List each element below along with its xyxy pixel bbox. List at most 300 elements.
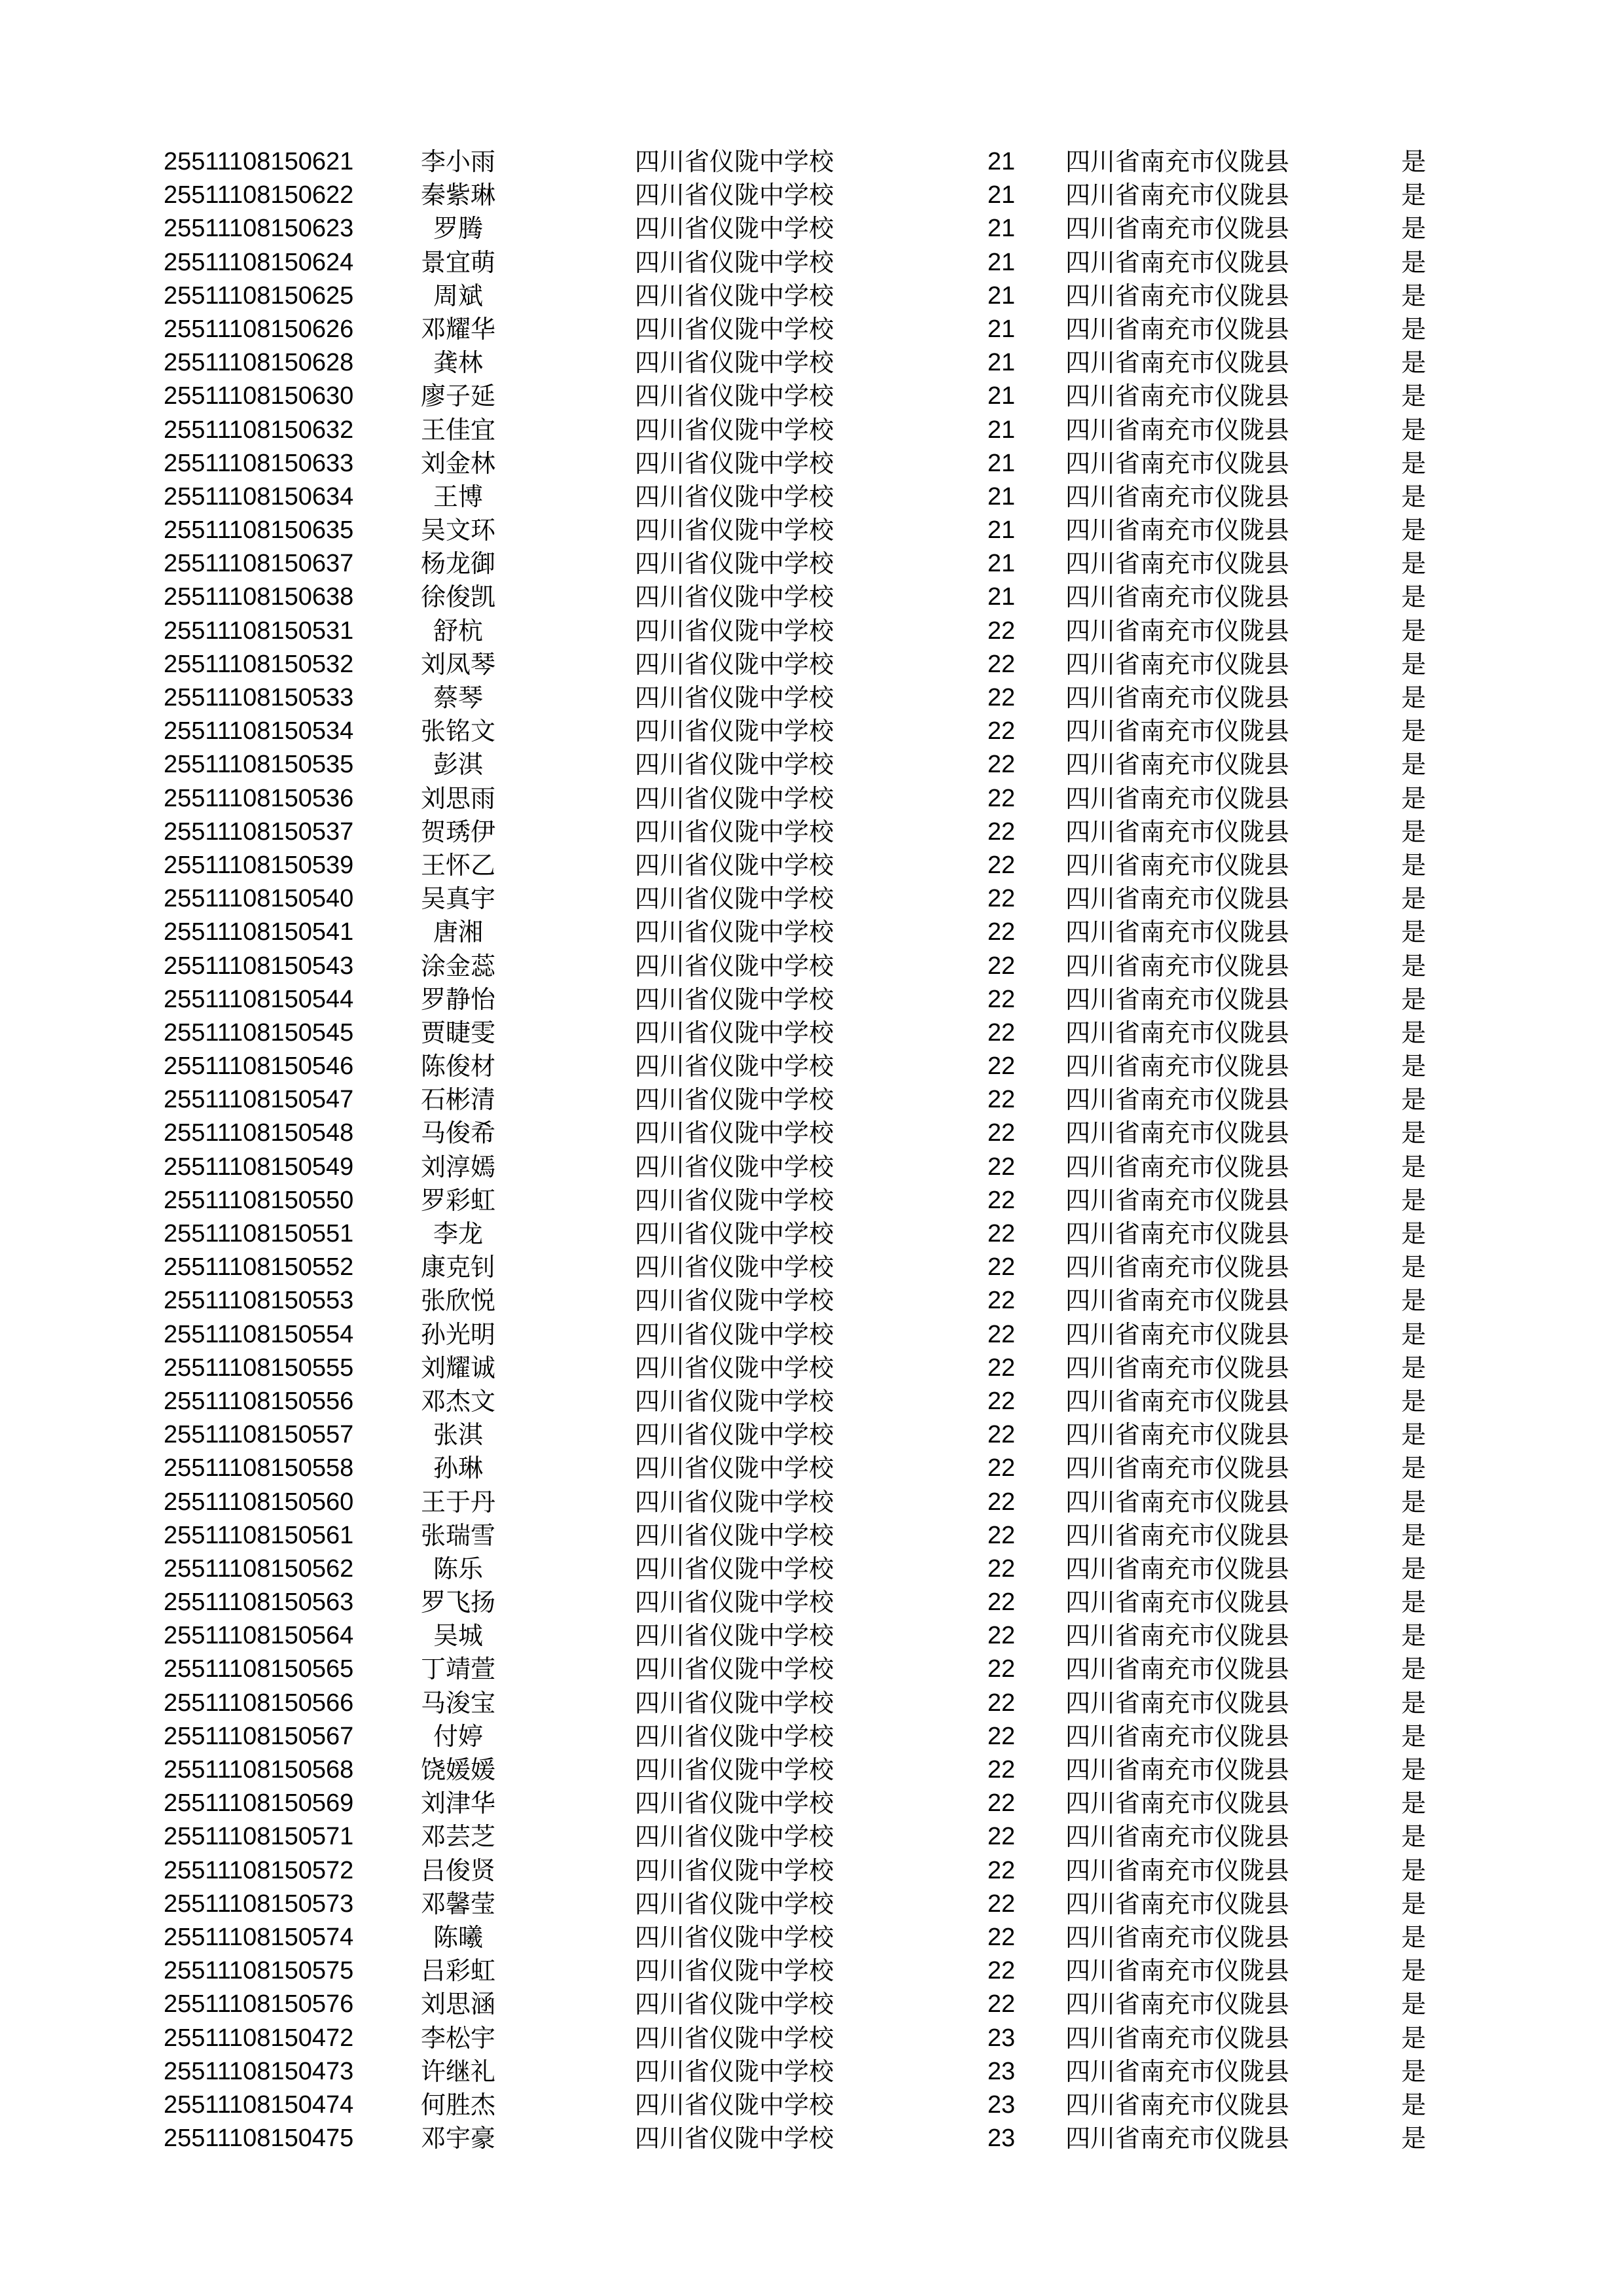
class-number-cell: 22 [987,650,1016,678]
student-id-cell: 25511108150551 [164,1220,354,1247]
student-name-cell: 张欣悦 [420,1286,495,1316]
student-id-cell: 25511108150537 [164,817,354,846]
school-cell: 四川省仪陇中学校 [635,549,834,579]
region-cell: 四川省南充市仪陇县 [1065,147,1290,176]
school-cell: 四川省仪陇中学校 [635,1085,834,1115]
school-cell: 四川省仪陇中学校 [635,516,834,545]
student-id-cell: 25511108150555 [164,1354,354,1382]
school-cell: 四川省仪陇中学校 [635,884,834,914]
student-id-cell: 25511108150540 [164,885,354,913]
status-flag-cell: 是 [1400,783,1426,813]
student-id-cell: 25511108150532 [164,650,354,678]
region-cell: 四川省南充市仪陇县 [1065,918,1290,947]
table-row [0,1687,1623,1720]
student-id-cell: 25511108150626 [164,315,354,343]
status-flag-cell: 是 [1400,1253,1426,1282]
status-flag-cell: 是 [1400,649,1426,679]
school-cell: 四川省仪陇中学校 [635,1219,834,1248]
student-name-cell: 李龙 [433,1219,483,1248]
school-cell: 四川省仪陇中学校 [635,2023,834,2053]
school-cell: 四川省仪陇中学校 [635,214,834,243]
status-flag-cell: 是 [1400,1353,1426,1382]
student-name-cell: 邓芸芝 [420,1822,495,1852]
student-name-cell: 舒杭 [433,616,483,645]
region-cell: 四川省南充市仪陇县 [1065,1052,1290,1081]
status-flag-cell: 是 [1400,1655,1426,1684]
school-cell: 四川省仪陇中学校 [635,1789,834,1818]
student-id-cell: 25511108150565 [164,1655,354,1683]
region-cell: 四川省南充市仪陇县 [1065,1889,1290,1918]
class-number-cell: 22 [987,918,1016,946]
status-flag-cell: 是 [1400,850,1426,880]
school-cell: 四川省仪陇中学校 [635,181,834,210]
student-name-cell: 何胜杰 [420,2090,495,2119]
student-name-cell: 马浚宝 [420,1688,495,1717]
table-row [0,279,1623,313]
school-cell: 四川省仪陇中学校 [635,1822,834,1852]
student-id-cell: 25511108150633 [164,449,354,477]
table-row [0,346,1623,380]
student-id-cell: 25511108150574 [164,1923,354,1951]
student-id-cell: 25511108150573 [164,1890,354,1918]
school-cell: 四川省仪陇中学校 [635,1353,834,1382]
student-id-cell: 25511108150568 [164,1756,354,1784]
student-id-cell: 25511108150473 [164,2057,354,2085]
school-cell: 四川省仪陇中学校 [635,314,834,344]
student-id-cell: 25511108150625 [164,281,354,310]
student-name-cell: 徐俊凯 [420,583,495,612]
status-flag-cell: 是 [1400,717,1426,746]
class-number-cell: 22 [987,1890,1016,1918]
status-flag-cell: 是 [1400,1889,1426,1918]
student-name-cell: 王佳宜 [420,415,495,444]
school-cell: 四川省仪陇中学校 [635,1755,834,1784]
status-flag-cell: 是 [1400,314,1426,344]
student-id-cell: 25511108150553 [164,1287,354,1315]
region-cell: 四川省南充市仪陇县 [1065,817,1290,846]
student-name-cell: 丁靖萱 [420,1655,495,1684]
student-name-cell: 陈俊材 [420,1052,495,1081]
student-name-cell: 刘耀诚 [420,1353,495,1382]
region-cell: 四川省南充市仪陇县 [1065,1520,1290,1550]
table-row [0,581,1623,614]
region-cell: 四川省南充市仪陇县 [1065,1119,1290,1148]
region-cell: 四川省南充市仪陇县 [1065,1319,1290,1349]
class-number-cell: 21 [987,482,1016,511]
class-number-cell: 22 [987,1990,1016,2018]
table-row [0,1184,1623,1217]
status-flag-cell: 是 [1400,1956,1426,1986]
status-flag-cell: 是 [1400,984,1426,1014]
region-cell: 四川省南充市仪陇县 [1065,1386,1290,1416]
school-cell: 四川省仪陇中学校 [635,1454,834,1483]
status-flag-cell: 是 [1400,2023,1426,2053]
student-name-cell: 刘金林 [420,448,495,478]
student-id-cell: 25511108150564 [164,1622,354,1650]
student-name-cell: 罗彩虹 [420,1185,495,1215]
table-row [0,313,1623,346]
status-flag-cell: 是 [1400,1454,1426,1483]
school-cell: 四川省仪陇中学校 [635,1889,834,1918]
table-row [0,480,1623,514]
region-cell: 四川省南充市仪陇县 [1065,1621,1290,1651]
status-flag-cell: 是 [1400,616,1426,645]
school-cell: 四川省仪陇中学校 [635,649,834,679]
status-flag-cell: 是 [1400,1152,1426,1181]
status-flag-cell: 是 [1400,482,1426,511]
student-id-cell: 25511108150558 [164,1454,354,1482]
student-name-cell: 刘淳嫣 [420,1152,495,1181]
student-id-cell: 25511108150548 [164,1119,354,1147]
class-number-cell: 22 [987,1119,1016,1147]
student-name-cell: 付婷 [433,1721,483,1751]
student-name-cell: 贺琇伊 [420,817,495,846]
student-id-cell: 25511108150543 [164,952,354,980]
table-row [0,1151,1623,1184]
table-row [0,816,1623,849]
status-flag-cell: 是 [1400,683,1426,712]
student-name-cell: 杨龙御 [420,549,495,579]
status-flag-cell: 是 [1400,281,1426,310]
student-name-cell: 王怀乙 [420,850,495,880]
region-cell: 四川省南充市仪陇县 [1065,1152,1290,1181]
status-flag-cell: 是 [1400,1990,1426,2019]
student-id-cell: 25511108150552 [164,1253,354,1282]
status-flag-cell: 是 [1400,1286,1426,1316]
student-id-cell: 25511108150549 [164,1153,354,1181]
school-cell: 四川省仪陇中学校 [635,1721,834,1751]
school-cell: 四川省仪陇中学校 [635,281,834,310]
region-cell: 四川省南充市仪陇县 [1065,516,1290,545]
region-cell: 四川省南充市仪陇县 [1065,1822,1290,1852]
student-name-cell: 王于丹 [420,1487,495,1516]
student-name-cell: 邓耀华 [420,314,495,344]
student-id-cell: 25511108150474 [164,2090,354,2119]
table-row [0,1552,1623,1586]
table-row [0,1586,1623,1619]
school-cell: 四川省仪陇中学校 [635,1554,834,1583]
table-row [0,2122,1623,2155]
region-cell: 四川省南充市仪陇县 [1065,482,1290,511]
student-id-cell: 25511108150539 [164,851,354,879]
table-row [0,179,1623,212]
status-flag-cell: 是 [1400,1721,1426,1751]
school-cell: 四川省仪陇中学校 [635,817,834,846]
status-flag-cell: 是 [1400,1621,1426,1651]
student-name-cell: 刘思涵 [420,1990,495,2019]
student-id-cell: 25511108150638 [164,583,354,611]
class-number-cell: 22 [987,1220,1016,1247]
region-cell: 四川省南充市仪陇县 [1065,1219,1290,1248]
student-name-cell: 吕俊贤 [420,1856,495,1885]
class-number-cell: 21 [987,349,1016,377]
student-id-cell: 25511108150556 [164,1387,354,1415]
class-number-cell: 22 [987,1287,1016,1315]
table-row [0,882,1623,916]
table-row [0,950,1623,983]
status-flag-cell: 是 [1400,1688,1426,1717]
region-cell: 四川省南充市仪陇县 [1065,1085,1290,1115]
class-number-cell: 22 [987,684,1016,711]
roster-table [0,145,1623,2155]
region-cell: 四川省南充市仪陇县 [1065,1454,1290,1483]
student-name-cell: 罗飞扬 [420,1588,495,1617]
student-name-cell: 孙光明 [420,1319,495,1349]
school-cell: 四川省仪陇中学校 [635,382,834,411]
student-name-cell: 吴真宇 [420,884,495,914]
class-number-cell: 21 [987,382,1016,410]
region-cell: 四川省南充市仪陇县 [1065,181,1290,210]
student-id-cell: 25511108150563 [164,1588,354,1617]
student-name-cell: 李小雨 [420,147,495,176]
status-flag-cell: 是 [1400,1755,1426,1784]
region-cell: 四川省南充市仪陇县 [1065,2023,1290,2053]
table-row [0,748,1623,781]
student-id-cell: 25511108150622 [164,181,354,209]
student-name-cell: 廖子延 [420,382,495,411]
class-number-cell: 22 [987,952,1016,980]
student-id-cell: 25511108150630 [164,382,354,410]
table-row [0,380,1623,413]
school-cell: 四川省仪陇中学校 [635,717,834,746]
class-number-cell: 22 [987,1923,1016,1951]
table-row [0,782,1623,816]
class-number-cell: 23 [987,2125,1016,2153]
region-cell: 四川省南充市仪陇县 [1065,1721,1290,1751]
class-number-cell: 21 [987,148,1016,175]
class-number-cell: 22 [987,1789,1016,1818]
student-name-cell: 孙琳 [433,1454,483,1483]
class-number-cell: 22 [987,1689,1016,1717]
class-number-cell: 22 [987,1354,1016,1382]
student-id-cell: 25511108150634 [164,482,354,511]
table-row [0,1619,1623,1653]
region-cell: 四川省南充市仪陇县 [1065,1353,1290,1382]
student-name-cell: 马俊希 [420,1119,495,1148]
school-cell: 四川省仪陇中学校 [635,918,834,947]
class-number-cell: 22 [987,751,1016,779]
status-flag-cell: 是 [1400,214,1426,243]
school-cell: 四川省仪陇中学校 [635,1856,834,1885]
region-cell: 四川省南充市仪陇县 [1065,1554,1290,1583]
region-cell: 四川省南充市仪陇县 [1065,1990,1290,2019]
table-row [0,1854,1623,1888]
class-number-cell: 22 [987,1554,1016,1583]
region-cell: 四川省南充市仪陇县 [1065,649,1290,679]
class-number-cell: 21 [987,315,1016,343]
table-row [0,414,1623,447]
table-row [0,615,1623,648]
status-flag-cell: 是 [1400,750,1426,780]
region-cell: 四川省南充市仪陇县 [1065,247,1290,277]
region-cell: 四川省南充市仪陇县 [1065,2124,1290,2153]
school-cell: 四川省仪陇中学校 [635,1956,834,1986]
class-number-cell: 22 [987,1052,1016,1081]
region-cell: 四川省南充市仪陇县 [1065,1688,1290,1717]
school-cell: 四川省仪陇中学校 [635,1588,834,1617]
student-id-cell: 25511108150575 [164,1957,354,1985]
school-cell: 四川省仪陇中学校 [635,951,834,980]
student-name-cell: 许继礼 [420,2056,495,2086]
student-name-cell: 王博 [433,482,483,511]
student-id-cell: 25511108150545 [164,1018,354,1047]
school-cell: 四川省仪陇中学校 [635,1253,834,1282]
class-number-cell: 23 [987,2057,1016,2085]
table-row [0,1820,1623,1854]
table-row [0,1753,1623,1787]
student-name-cell: 张淇 [433,1420,483,1450]
region-cell: 四川省南充市仪陇县 [1065,2056,1290,2086]
table-row [0,2089,1623,2122]
class-number-cell: 22 [987,1823,1016,1851]
status-flag-cell: 是 [1400,348,1426,378]
status-flag-cell: 是 [1400,583,1426,612]
region-cell: 四川省南充市仪陇县 [1065,415,1290,444]
status-flag-cell: 是 [1400,951,1426,980]
status-flag-cell: 是 [1400,147,1426,176]
school-cell: 四川省仪陇中学校 [635,1520,834,1550]
student-id-cell: 25511108150550 [164,1186,354,1214]
region-cell: 四川省南充市仪陇县 [1065,783,1290,813]
school-cell: 四川省仪陇中学校 [635,482,834,511]
student-name-cell: 涂金蕊 [420,951,495,980]
class-number-cell: 22 [987,617,1016,645]
table-row [0,1921,1623,1954]
status-flag-cell: 是 [1400,516,1426,545]
student-name-cell: 周斌 [433,281,483,310]
status-flag-cell: 是 [1400,1018,1426,1047]
student-name-cell: 邓宇豪 [420,2124,495,2153]
student-name-cell: 饶媛媛 [420,1755,495,1784]
school-cell: 四川省仪陇中学校 [635,1688,834,1717]
region-cell: 四川省南充市仪陇县 [1065,616,1290,645]
student-id-cell: 25511108150624 [164,248,354,276]
region-cell: 四川省南充市仪陇县 [1065,1856,1290,1885]
student-name-cell: 李松宇 [420,2023,495,2053]
table-row [0,1519,1623,1552]
student-name-cell: 陈乐 [433,1554,483,1583]
student-id-cell: 25511108150621 [164,148,354,175]
status-flag-cell: 是 [1400,2090,1426,2119]
student-name-cell: 罗静怡 [420,984,495,1014]
school-cell: 四川省仪陇中学校 [635,415,834,444]
region-cell: 四川省南充市仪陇县 [1065,1755,1290,1784]
table-row [0,447,1623,480]
school-cell: 四川省仪陇中学校 [635,850,834,880]
region-cell: 四川省南充市仪陇县 [1065,549,1290,579]
table-row [0,2055,1623,2089]
region-cell: 四川省南充市仪陇县 [1065,1789,1290,1818]
table-row [0,1988,1623,2021]
school-cell: 四川省仪陇中学校 [635,2124,834,2153]
region-cell: 四川省南充市仪陇县 [1065,850,1290,880]
class-number-cell: 22 [987,1018,1016,1047]
class-number-cell: 21 [987,550,1016,578]
status-flag-cell: 是 [1400,1487,1426,1516]
school-cell: 四川省仪陇中学校 [635,448,834,478]
status-flag-cell: 是 [1400,1520,1426,1550]
region-cell: 四川省南充市仪陇县 [1065,1487,1290,1516]
table-row [0,1385,1623,1418]
class-number-cell: 22 [987,885,1016,913]
school-cell: 四川省仪陇中学校 [635,1990,834,2019]
region-cell: 四川省南充市仪陇县 [1065,884,1290,914]
student-id-cell: 25511108150535 [164,751,354,779]
status-flag-cell: 是 [1400,1789,1426,1818]
student-name-cell: 唐湘 [433,918,483,947]
region-cell: 四川省南充市仪陇县 [1065,448,1290,478]
student-name-cell: 贾睫雯 [420,1018,495,1047]
region-cell: 四川省南充市仪陇县 [1065,1956,1290,1986]
status-flag-cell: 是 [1400,1822,1426,1852]
table-row [0,648,1623,681]
school-cell: 四川省仪陇中学校 [635,1621,834,1651]
student-id-cell: 25511108150628 [164,349,354,377]
table-row [0,1787,1623,1820]
table-row [0,1486,1623,1519]
student-id-cell: 25511108150569 [164,1789,354,1818]
region-cell: 四川省南充市仪陇县 [1065,1420,1290,1450]
school-cell: 四川省仪陇中学校 [635,1655,834,1684]
status-flag-cell: 是 [1400,1386,1426,1416]
school-cell: 四川省仪陇中学校 [635,583,834,612]
status-flag-cell: 是 [1400,1856,1426,1885]
region-cell: 四川省南充市仪陇县 [1065,683,1290,712]
class-number-cell: 22 [987,1320,1016,1348]
class-number-cell: 22 [987,1588,1016,1617]
school-cell: 四川省仪陇中学校 [635,348,834,378]
student-name-cell: 罗腾 [433,214,483,243]
student-id-cell: 25511108150475 [164,2125,354,2153]
school-cell: 四川省仪陇中学校 [635,2090,834,2119]
class-number-cell: 21 [987,215,1016,243]
class-number-cell: 21 [987,516,1016,545]
school-cell: 四川省仪陇中学校 [635,683,834,712]
student-id-cell: 25511108150562 [164,1554,354,1583]
student-id-cell: 25511108150632 [164,416,354,444]
status-flag-cell: 是 [1400,1554,1426,1583]
student-id-cell: 25511108150561 [164,1521,354,1549]
class-number-cell: 22 [987,1086,1016,1114]
class-number-cell: 22 [987,717,1016,745]
student-id-cell: 25511108150534 [164,717,354,745]
student-name-cell: 秦紫琳 [420,181,495,210]
status-flag-cell: 是 [1400,1219,1426,1248]
table-row [0,145,1623,179]
student-id-cell: 25511108150547 [164,1086,354,1114]
table-row [0,715,1623,748]
region-cell: 四川省南充市仪陇县 [1065,750,1290,780]
school-cell: 四川省仪陇中学校 [635,1052,834,1081]
class-number-cell: 22 [987,1655,1016,1683]
status-flag-cell: 是 [1400,1922,1426,1952]
school-cell: 四川省仪陇中学校 [635,1185,834,1215]
student-id-cell: 25511108150472 [164,2024,354,2052]
class-number-cell: 21 [987,583,1016,611]
table-row [0,246,1623,279]
status-flag-cell: 是 [1400,1319,1426,1349]
status-flag-cell: 是 [1400,1052,1426,1081]
table-row [0,1418,1623,1452]
status-flag-cell: 是 [1400,2124,1426,2153]
status-flag-cell: 是 [1400,247,1426,277]
status-flag-cell: 是 [1400,918,1426,947]
school-cell: 四川省仪陇中学校 [635,1420,834,1450]
region-cell: 四川省南充市仪陇县 [1065,1253,1290,1282]
region-cell: 四川省南充市仪陇县 [1065,382,1290,411]
region-cell: 四川省南充市仪陇县 [1065,583,1290,612]
class-number-cell: 21 [987,248,1016,276]
